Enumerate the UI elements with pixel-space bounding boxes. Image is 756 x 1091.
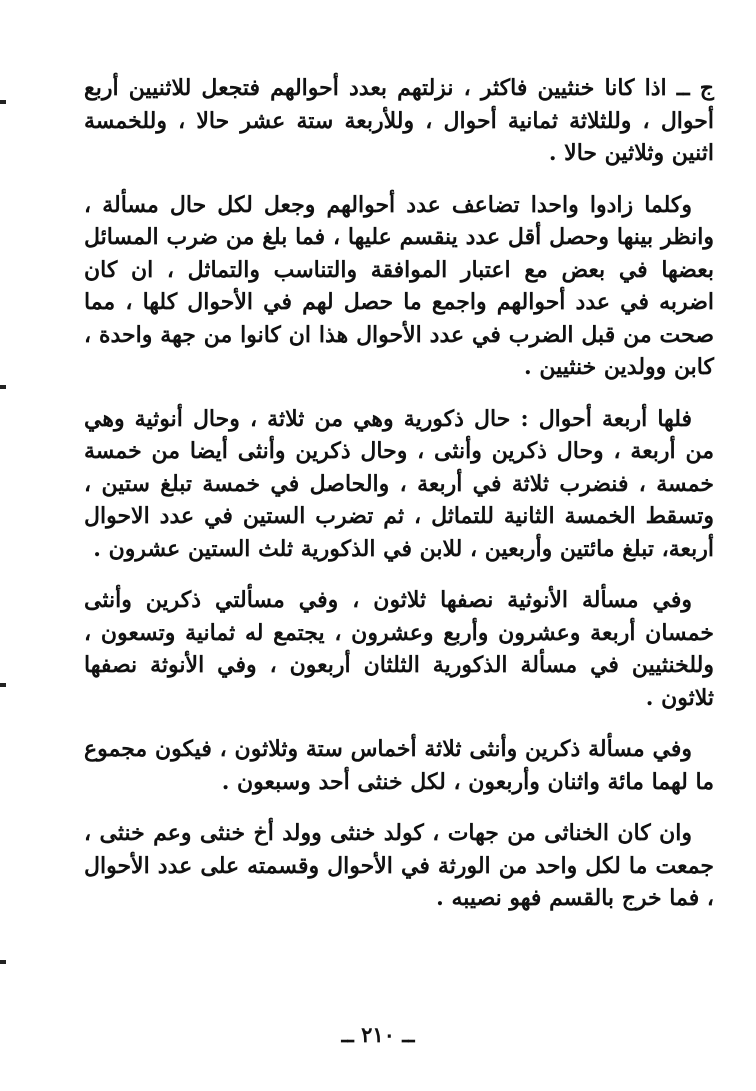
scan-edge-mark (0, 100, 6, 104)
paragraph-5: وفي مسألة ذكرين وأنثى ثلاثة أخماس ستة وثلاثون ، فيكون مجموع ما لهما مائة واثنان وأربعون ، لكل خنثى أحد وسبعون . (84, 736, 714, 795)
scan-edge-mark (0, 683, 6, 687)
paragraph-2: وكلما زادوا واحدا تضاعف عدد أحوالهم وجعل لكل حال مسألة ، وانظر بينها وحصل أقل عدد ينقسم عليها ، فما بلغ من ضرب المسائل بعضها في بعض مع اعتبار الموافقة والتناسب والتماثل ، ان كان اضربه في عدد أحوالهم واجمع ما حصل لهم في الأحوال كلها ، مما صحت من قبل الضرب في عدد الأحوال هذا ان كانوا من جهة واحدة ، كابن وولدين خنثيين . (84, 191, 714, 380)
page-number: ــ ٢١٠ ــ (341, 1022, 415, 1047)
paragraph-6: وان كان الخناثى من جهات ، كولد خنثى وولد أخ خنثى وعم خنثى ، جمعت ما لكل واحد من الورثة في الأحوال وقسمته على عدد الأحوال ، فما خرج بالقسم فهو نصيبه . (84, 820, 714, 911)
body-text (84, 72, 714, 934)
paragraph-3: فلها أربعة أحوال : حال ذكورية وهي من ثلاثة ، وحال أنوثية وهي من أربعة ، وحال ذكرين وأنثى ، وحال ذكرين وأنثى أيضا من خمسة خمسة ، فنضرب ثلاثة في أربعة ، والحاصل في خمسة تبلغ ستين ، وتسقط الخمسة الثانية للتماثل ، ثم تضرب الستين في عدد الاحوال أربعة، تبلغ مائتين وأربعين ، للابن في الذكورية ثلث الستين عشرون . (84, 405, 714, 562)
scan-edge-mark (0, 960, 6, 964)
paragraph-1: ج ــ اذا كانا خنثيين فاكثر ، نزلتهم بعدد أحوالهم فتجعل للاثنيين أربع أحوال ، وللثلاثة ثمانية أحوال ، وللأربعة ستة عشر حالا ، وللخمسة اثنين وثلاثين حالا . (84, 75, 714, 166)
scan-edge-mark (0, 385, 6, 389)
paragraph-4: وفي مسألة الأنوثية نصفها ثلاثون ، وفي مسألتي ذكرين وأنثى خمسان أربعة وعشرون وأربع وعشرون ، يجتمع له ثمانية وتسعون ، وللخنثيين في مسألة الذكورية الثلثان أربعون ، وفي الأنوثة نصفها ثلاثون . (84, 587, 714, 711)
